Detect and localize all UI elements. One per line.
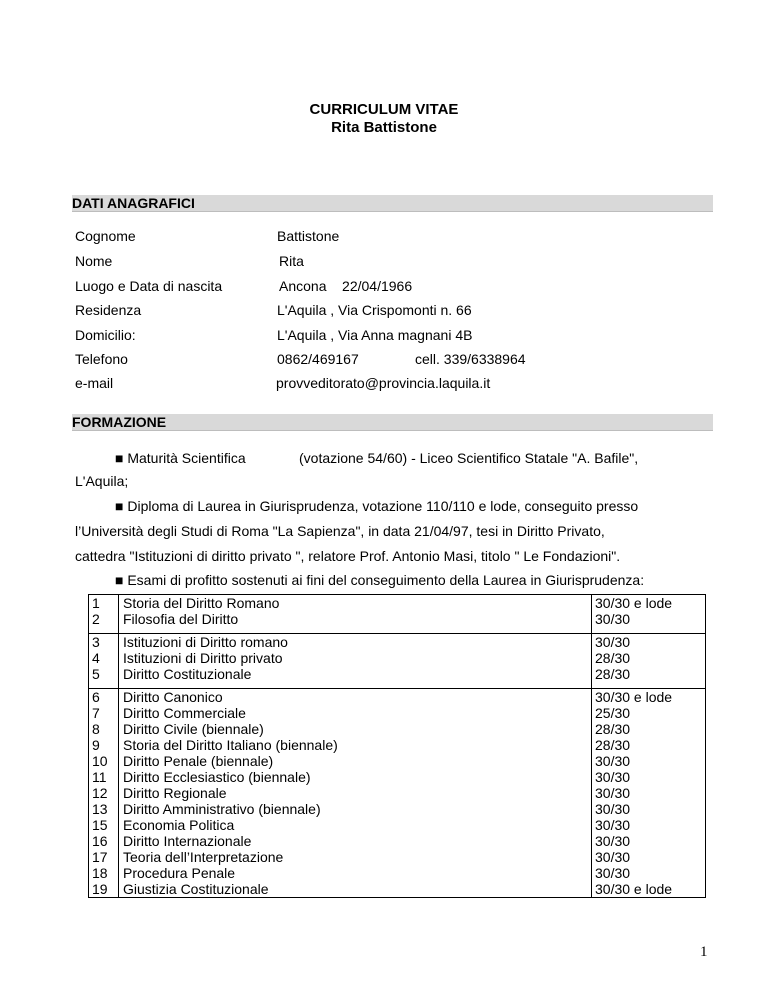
exam-grade-cell (592, 634, 706, 689)
exam-number: 17 (92, 849, 108, 865)
exam-number: 18 (92, 865, 108, 881)
laurea-line-3: cattedra "Istituzioni di diritto privato ", relatore Prof. Antonio Masi, titolo " Le Fondazioni". (75, 548, 621, 564)
label-residenza: Residenza (75, 302, 142, 318)
value-nome: Rita (279, 253, 304, 269)
exam-grade: 30/30 (595, 849, 631, 865)
exam-number: 8 (92, 721, 100, 737)
exam-number: 16 (92, 833, 108, 849)
exam-groups (89, 595, 706, 898)
label-telefono: Telefono (75, 351, 128, 367)
exam-grade: 30/30 (595, 753, 631, 769)
maturita-details: (votazione 54/60) - Liceo Scientifico Statale "A. Bafile", (299, 450, 639, 466)
value-domicilio: L'Aquila , Via Anna magnani 4B (277, 327, 473, 343)
exam-number: 4 (92, 650, 100, 666)
exam-subject: Istituzioni di Diritto privato (123, 650, 283, 666)
exam-number-cell (89, 689, 119, 898)
exam-number: 15 (92, 817, 108, 833)
exam-subject: Procedura Penale (123, 865, 236, 881)
exam-grade: 28/30 (595, 650, 631, 666)
exam-grade: 28/30 (595, 721, 631, 737)
exam-number-cell (89, 634, 119, 689)
exam-grade: 30/30 (595, 833, 631, 849)
exam-grade: 28/30 (595, 666, 631, 682)
exam-grade: 30/30 e lode (595, 689, 673, 705)
exam-group-row (89, 689, 706, 898)
laurea-line-2: l’Università degli Studi di Roma "La Sapienza", in data 21/04/97, tesi in Diritto Privato, (75, 523, 605, 539)
document-title: CURRICULUM VITAE (309, 101, 459, 118)
exam-grade: 30/30 (595, 769, 631, 785)
exam-grade-cell (592, 689, 706, 898)
laurea-line-1: ■ Diploma di Laurea in Giurisprudenza, votazione 110/110 e lode, conseguito presso (115, 498, 639, 514)
label-email: e-mail (75, 375, 114, 391)
exam-grade: 30/30 (595, 801, 631, 817)
value-residenza: L'Aquila , Via Crispomonti n. 66 (277, 302, 472, 318)
exam-subject: Giustizia Costituzionale (123, 881, 269, 897)
exam-subject: Diritto Costituzionale (123, 666, 252, 682)
value-email: provveditorato@provincia.laquila.it (276, 375, 491, 391)
exam-number: 6 (92, 689, 100, 705)
exam-subject: Diritto Canonico (123, 689, 223, 705)
exam-subject: Filosofia del Diritto (123, 611, 239, 627)
value-cognome: Battistone (277, 228, 340, 244)
exam-subject: Diritto Penale (biennale) (123, 753, 274, 769)
exam-number: 10 (92, 753, 108, 769)
maturita-city: L'Aquila; (75, 473, 129, 489)
exam-grade: 30/30 (595, 785, 631, 801)
exam-number-cell (89, 595, 119, 634)
exam-group-row (89, 595, 706, 634)
exam-number: 1 (92, 595, 100, 611)
maturita-text: ■ Maturità Scientifica (115, 450, 246, 466)
exam-grade: 30/30 (595, 611, 631, 627)
label-nome: Nome (75, 253, 113, 269)
value-luogo-data-nascita: Ancona 22/04/1966 (279, 278, 413, 294)
esami-intro: ■ Esami di profitto sostenuti ai fini del conseguimento della Laurea in Giurisprudenza: (115, 572, 645, 588)
exam-number: 2 (92, 611, 100, 627)
exam-number: 19 (92, 881, 108, 897)
exam-subject-cell (119, 634, 592, 689)
exam-number: 7 (92, 705, 100, 721)
exam-subject-cell (119, 689, 592, 898)
exam-grade-cell (592, 595, 706, 634)
page-number: 1 (700, 944, 708, 960)
exam-subject: Diritto Internazionale (123, 833, 252, 849)
exam-grade: 30/30 (595, 865, 631, 881)
label-cognome: Cognome (75, 228, 136, 244)
exam-grade: 30/30 (595, 817, 631, 833)
exam-subject: Storia del Diritto Italiano (biennale) (123, 737, 338, 753)
label-luogo-data-nascita: Luogo e Data di nascita (75, 278, 223, 294)
exam-subject-cell (119, 595, 592, 634)
exam-number: 12 (92, 785, 108, 801)
exam-subject: Istituzioni di Diritto romano (123, 634, 288, 650)
exam-number: 11 (92, 769, 107, 785)
exams-table (88, 594, 706, 898)
exam-grade: 25/30 (595, 705, 631, 721)
exam-number: 9 (92, 737, 100, 753)
document-subtitle-name: Rita Battistone (331, 119, 437, 136)
exam-grade: 28/30 (595, 737, 631, 753)
exam-group-row (89, 634, 706, 689)
section-heading-anagrafici: DATI ANAGRAFICI (72, 195, 713, 212)
exam-grade: 30/30 e lode (595, 881, 673, 897)
value-telefono: 0862/469167 (277, 351, 359, 367)
exam-subject: Diritto Commerciale (123, 705, 246, 721)
exam-subject: Diritto Amministrativo (biennale) (123, 801, 321, 817)
value-cellulare: cell. 339/6338964 (415, 351, 526, 367)
exam-subject: Diritto Regionale (123, 785, 227, 801)
exam-subject: Economia Politica (123, 817, 235, 833)
exam-grade: 30/30 e lode (595, 595, 673, 611)
section-heading-formazione: FORMAZIONE (72, 414, 713, 431)
exam-subject: Storia del Diritto Romano (123, 595, 280, 611)
exam-subject: Teoria dell’Interpretazione (123, 849, 284, 865)
exam-subject: Diritto Ecclesiastico (biennale) (123, 769, 311, 785)
exam-grade: 30/30 (595, 634, 631, 650)
exam-number: 5 (92, 666, 100, 682)
label-domicilio: Domicilio: (75, 327, 136, 343)
exam-number: 3 (92, 634, 100, 650)
exam-number: 13 (92, 801, 108, 817)
exam-subject: Diritto Civile (biennale) (123, 721, 264, 737)
